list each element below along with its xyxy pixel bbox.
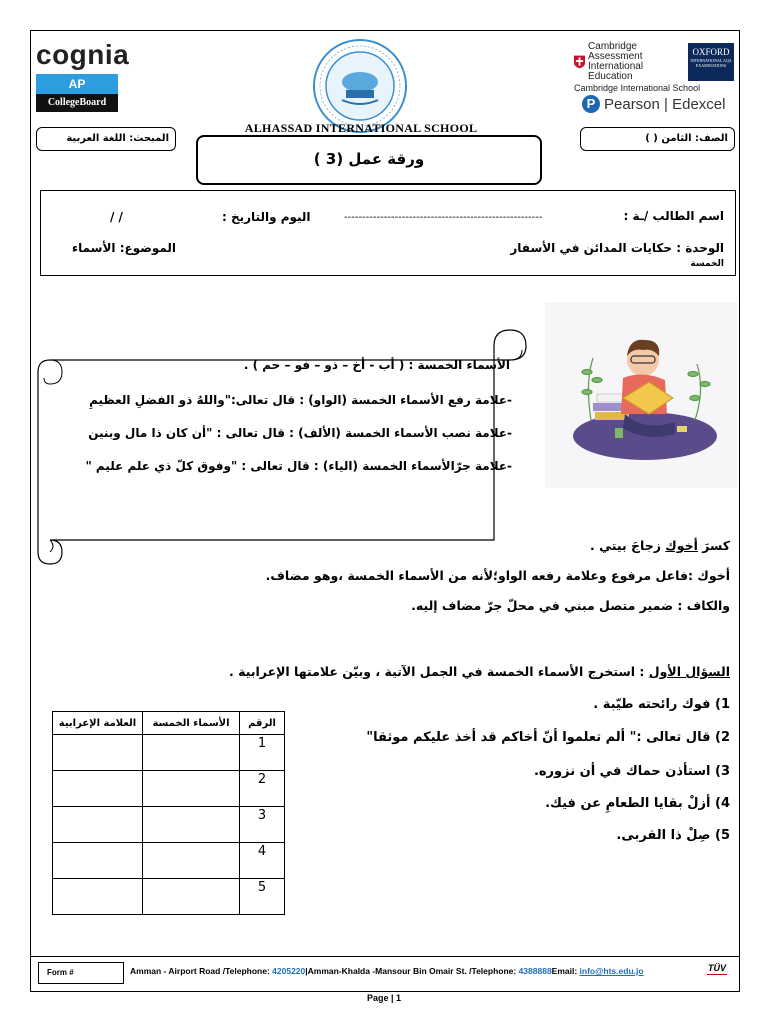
header-grammatical-mark: العلامة الإعرابية — [53, 712, 143, 735]
unit-label: الوحدة : حكايات المدائن في الأسفار — [510, 241, 724, 255]
analysis-line-1: أخوك :فاعل مرفوع وعلامة رفعه الواو؛لأنه من الأسماء الخمسة ،وهو مضاف. — [265, 568, 730, 583]
row-number: 4 — [240, 843, 285, 879]
footer-divider — [30, 956, 740, 957]
answer-cell[interactable] — [143, 807, 240, 843]
answer-cell[interactable] — [143, 771, 240, 807]
footer-phone-2: 4388888 — [518, 966, 552, 976]
footer-phone-1: 4205220 — [272, 966, 306, 976]
row-number: 5 — [240, 879, 285, 915]
table-row — [53, 771, 285, 807]
row-number: 1 — [240, 735, 285, 771]
footer-address-2: |Amman-Khalda -Mansour Bin Omair St. /Telephone: — [305, 966, 519, 976]
topic-label: الموضوع: الأسماء — [72, 241, 177, 255]
table-row — [53, 843, 285, 879]
unit-label-overflow: الخمسة — [690, 259, 724, 268]
answer-cell[interactable] — [143, 843, 240, 879]
cambridge-school: Cambridge International School — [574, 83, 701, 93]
answer-cell[interactable] — [53, 735, 143, 771]
question-item-4: 4) أزلْ بقايا الطعامِ عن فيك. — [545, 796, 730, 811]
answer-cell[interactable] — [53, 807, 143, 843]
school-name: ALHASSAD INTERNATIONAL SCHOOL — [244, 121, 478, 132]
date-label: اليوم والتاريخ : — [222, 210, 311, 224]
rule-line-1: الأسماء الخمسة : ( أب - أخ – ذو – فو – حم ) . — [243, 358, 510, 372]
footer-email-link[interactable]: info@hts.edu.jo — [579, 966, 644, 976]
header-number: الرقم — [240, 712, 285, 735]
question-heading — [229, 664, 730, 679]
date-slashes: / / — [110, 210, 123, 224]
question-item-1: 1) فوك رائحته طيّبة . — [593, 697, 730, 712]
pearson-p-icon: P — [582, 95, 600, 113]
form-number-box: Form # — [38, 962, 124, 984]
oxford-wordmark: OXFORD — [692, 47, 730, 57]
row-number: 2 — [240, 771, 285, 807]
answer-table — [52, 711, 285, 915]
question-item-3: 3) استأذن حماك في أن نزوره. — [533, 764, 730, 779]
ap-logo: AP — [36, 74, 118, 94]
subject-box: المبحث: اللغة العربية — [36, 127, 176, 151]
question-item-2: 2) قال تعالى :" ألم تعلموا أنّ أخاكم قد أخذ عليكم موثقا" — [366, 730, 730, 745]
oxford-logo — [688, 43, 734, 81]
tuv-logo — [704, 962, 730, 986]
rule-line-3: -علامة نصب الأسماء الخمسة (الألف) : قال تعالى : "أن كان ذا مال وبنين — [88, 426, 512, 440]
cognia-logo — [36, 39, 130, 112]
grade-box: الصف: الثامن ( ) — [580, 127, 735, 151]
cambridge-shield-icon — [574, 55, 585, 69]
question-label: السؤال الأول — [648, 664, 730, 679]
worksheet-title: ورقة عمل (3 ) — [196, 135, 542, 185]
tuv-underline — [707, 974, 727, 983]
footer-address-1: Amman - Airport Road /Telephone: — [130, 966, 273, 976]
answer-cell[interactable] — [53, 843, 143, 879]
pearson-logo — [574, 95, 734, 113]
tuv-wordmark: TÜV — [708, 963, 726, 973]
answer-cell[interactable] — [53, 771, 143, 807]
rule-line-2: -علامة رفع الأسماء الخمسة (الواو) : قال تعالى:"واللهُ ذو الفضلِ العظيمِ — [89, 393, 512, 407]
student-info-box — [40, 190, 736, 276]
school-seal-logo — [312, 38, 408, 134]
answer-cell[interactable] — [143, 735, 240, 771]
page-number: Page | 1 — [366, 993, 402, 1003]
example-underlined-word: أخوك — [665, 538, 698, 553]
analysis-line-2: والكاف : ضمير متصل مبني في محلّ جرّ مضاف إليه. — [411, 598, 730, 613]
header-five-nouns: الأسماء الخمسة — [143, 712, 240, 735]
answer-cell[interactable] — [53, 879, 143, 915]
question-item-5: 5) صِلْ ذا القربى. — [616, 828, 730, 843]
cambridge-line-2: International Education — [588, 61, 644, 82]
student-name-label: اسم الطالب /ـة : — [623, 209, 724, 223]
example-sentence — [590, 538, 730, 553]
boy-reading-illustration — [545, 302, 737, 488]
example-sentence-start: كسرَ — [697, 538, 730, 553]
table-row — [53, 735, 285, 771]
cognia-wordmark: cognia — [36, 39, 130, 70]
example-sentence-end: زجاجَ بيتي . — [590, 538, 666, 553]
oxford-subtitle: INTERNATIONAL AQA EXAMINATIONS — [690, 58, 732, 68]
table-row — [53, 807, 285, 843]
footer-email-label: Email: — [551, 966, 580, 976]
rule-line-4: -علامة جرّالأسماء الخمسة (الياء) : قال تعالى : "وفوق كلّ ذي علم عليم " — [85, 459, 512, 473]
question-text: : استخرج الأسماء الخمسة في الجمل الآتية ، وبيّن علامتها الإعرابية . — [229, 664, 649, 679]
footer-contact — [130, 966, 644, 976]
table-row — [53, 879, 285, 915]
accreditation-logos — [574, 42, 734, 113]
row-number: 3 — [240, 807, 285, 843]
cambridge-line-1: Cambridge Assessment — [588, 41, 643, 62]
table-header-row — [53, 712, 285, 735]
student-name-line: ------------------------------------------------------- — [344, 212, 543, 223]
pearson-wordmark: Pearson | Edexcel — [604, 95, 726, 113]
answer-cell[interactable] — [143, 879, 240, 915]
college-board-logo: CollegeBoard — [36, 94, 118, 112]
